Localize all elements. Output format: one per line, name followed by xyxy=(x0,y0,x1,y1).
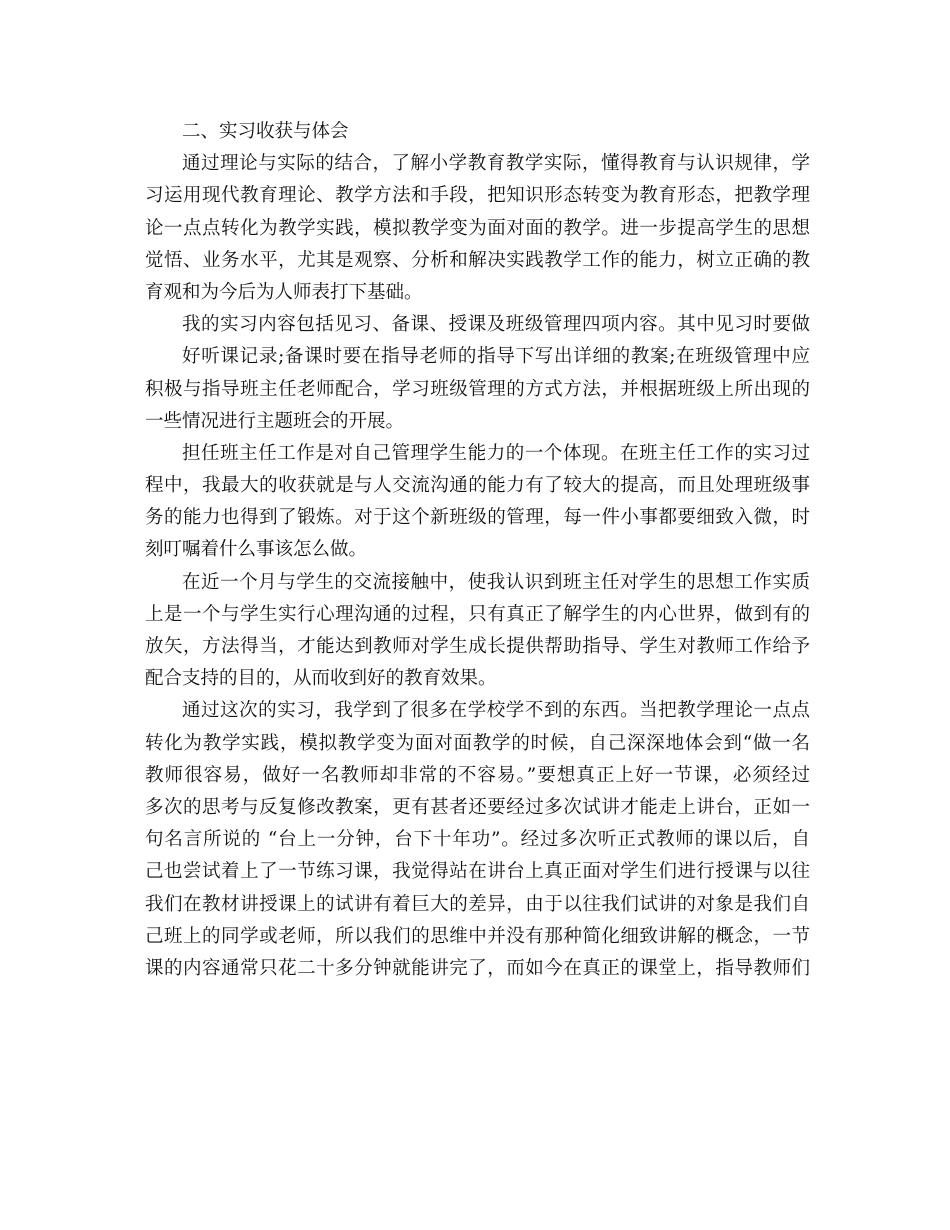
paragraph-line: 句名言所说的 “台上一分钟，台下十年功”。经过多次听正式教师的课以后，自 xyxy=(145,829,810,851)
paragraph-line: 好听课记录;备课时要在指导老师的指导下写出详细的教案;在班级管理中应 xyxy=(182,346,810,368)
paragraph-line: 担任班主任工作是对自己管理学生能力的一个体现。在班主任工作的实习过 xyxy=(182,442,810,464)
paragraph-line: 论一点点转化为教学实践，模拟教学变为面对面的教学。进一步提高学生的思想 xyxy=(145,217,810,239)
paragraph-line: 一些情况进行主题班会的开展。 xyxy=(145,410,405,432)
paragraph-line: 通过理论与实际的结合，了解小学教育教学实际，懂得教育与认识规律，学 xyxy=(182,153,810,175)
paragraph-line: 教师很容易，做好一名教师却非常的不容易。”要想真正上好一节课，必须经过 xyxy=(145,764,810,786)
paragraph-line: 我们在教材讲授课上的试讲有着巨大的差异，由于以往我们试讲的对象是我们自 xyxy=(145,893,810,915)
paragraph-line: 转化为教学实践，模拟教学变为面对面教学的时候，自己深深地体会到“做一名 xyxy=(145,732,810,754)
paragraph-line: 程中，我最大的收获就是与人交流沟通的能力有了较大的提高，而且处理班级事 xyxy=(145,475,810,497)
paragraph-line: 育观和为今后为人师表打下基础。 xyxy=(145,281,423,303)
document-body xyxy=(145,116,810,985)
paragraph-line: 多次的思考与反复修改教案，更有甚者还要经过多次试讲才能走上讲台，正如一 xyxy=(145,796,810,818)
paragraph-line: 己也尝试着上了一节练习课，我觉得站在讲台上真正面对学生们进行授课与以往 xyxy=(145,861,810,883)
paragraph-line: 刻叮嘱着什么事该怎么做。 xyxy=(145,539,368,561)
paragraph-line: 积极与指导班主任老师配合，学习班级管理的方式方法，并根据班级上所出现的 xyxy=(145,378,810,400)
paragraph-line: 习运用现代教育理论、教学方法和手段，把知识形态转变为教育形态，把教学理 xyxy=(145,185,810,207)
paragraph-line: 上是一个与学生实行心理沟通的过程，只有真正了解学生的内心世界，做到有的 xyxy=(145,603,810,625)
paragraph-line: 通过这次的实习，我学到了很多在学校学不到的东西。当把教学理论一点点 xyxy=(182,700,810,722)
paragraph-line: 务的能力也得到了锻炼。对于这个新班级的管理，每一件小事都要细致入微，时 xyxy=(145,507,810,529)
paragraph-line: 放矢，方法得当，才能达到教师对学生成长提供帮助指导、学生对教师工作给予 xyxy=(145,636,810,657)
paragraph-line: 己班上的同学或老师，所以我们的思维中并没有那种简化细致讲解的概念，一节 xyxy=(145,925,810,947)
paragraph-line: 在近一个月与学生的交流接触中，使我认识到班主任对学生的思想工作实质 xyxy=(182,571,810,593)
paragraph-line: 配合支持的目的，从而收到好的教育效果。 xyxy=(145,668,497,690)
paragraph-line: 我的实习内容包括见习、备课、授课及班级管理四项内容。其中见习时要做 xyxy=(182,314,810,336)
paragraph-line: 觉悟、业务水平，尤其是观察、分析和解决实践教学工作的能力，树立正确的教 xyxy=(145,249,810,271)
section-heading: 二、实习收获与体会 xyxy=(182,121,349,142)
paragraph-line: 课的内容通常只花二十多分钟就能讲完了，而如今在真正的课堂上，指导教师们 xyxy=(145,957,810,979)
